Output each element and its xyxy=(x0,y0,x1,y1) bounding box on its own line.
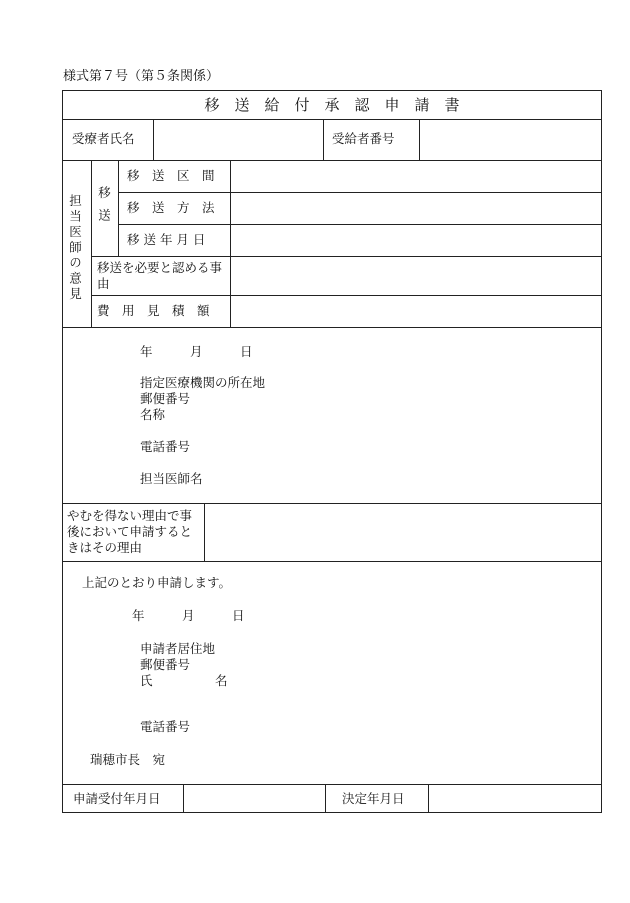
row-divider xyxy=(62,561,602,562)
doctor-name-label: 担当医師名 xyxy=(140,471,203,486)
frame-right xyxy=(601,90,602,813)
transport-label: 移送 xyxy=(96,186,112,231)
late-reason-field[interactable] xyxy=(205,504,601,561)
receipt-date-label: 申請受付年月日 xyxy=(73,791,161,806)
applicant-phone-label: 電話番号 xyxy=(140,719,191,734)
transport-method-label: 移 送 方 法 xyxy=(127,200,215,215)
necessity-reason-field[interactable] xyxy=(231,257,601,295)
application-statement: 上記のとおり申請します。 xyxy=(82,575,232,590)
decision-date-field[interactable] xyxy=(429,785,601,812)
transport-date-field[interactable] xyxy=(231,225,601,256)
cost-estimate-field[interactable] xyxy=(231,296,601,327)
col-divider xyxy=(118,160,119,257)
cost-estimate-label: 費 用 見 積 額 xyxy=(97,303,210,318)
late-reason-label: やむを得ない理由で事後において申請するときはその理由 xyxy=(67,508,193,555)
frame-left xyxy=(62,90,63,813)
transport-method-field[interactable] xyxy=(231,193,601,224)
applicant-name-label: 氏 名 xyxy=(140,673,228,688)
applicant-date: 年 月 日 xyxy=(132,608,245,623)
institution-name-label: 名称 xyxy=(140,407,166,422)
transport-date-label: 移 送 年 月 日 xyxy=(127,232,206,247)
doctor-phone-label: 電話番号 xyxy=(140,439,191,454)
recipient-number-label: 受給者番号 xyxy=(332,131,395,146)
row-divider xyxy=(62,327,602,328)
col-divider xyxy=(323,119,324,161)
doctor-date: 年 月 日 xyxy=(140,344,253,359)
frame-bottom xyxy=(62,812,602,813)
addressee: 瑞穂市長 宛 xyxy=(90,752,166,767)
doctor-opinion-label: 担当医師の意見 xyxy=(67,194,83,303)
applicant-address-label: 申請者居住地 xyxy=(140,641,216,656)
transport-section-field[interactable] xyxy=(231,161,601,192)
decision-date-label: 決定年月日 xyxy=(342,791,405,806)
col-divider xyxy=(325,784,326,813)
recipient-name-label: 受療者氏名 xyxy=(72,131,135,146)
col-divider xyxy=(91,160,92,328)
recipient-number-field[interactable] xyxy=(420,120,601,160)
receipt-date-field[interactable] xyxy=(184,785,325,812)
form-title: 移 送 給 付 承 認 申 請 書 xyxy=(204,96,460,114)
transport-section-label: 移 送 区 間 xyxy=(127,168,215,183)
doctor-postal-label: 郵便番号 xyxy=(140,391,191,406)
applicant-postal-label: 郵便番号 xyxy=(140,657,191,672)
medical-institution-address-label: 指定医療機関の所在地 xyxy=(140,375,266,390)
form-number: 様式第７号（第５条関係） xyxy=(63,69,220,84)
recipient-name-field[interactable] xyxy=(154,120,323,160)
necessity-reason-label: 移送を必要と認める事由 xyxy=(97,260,223,291)
